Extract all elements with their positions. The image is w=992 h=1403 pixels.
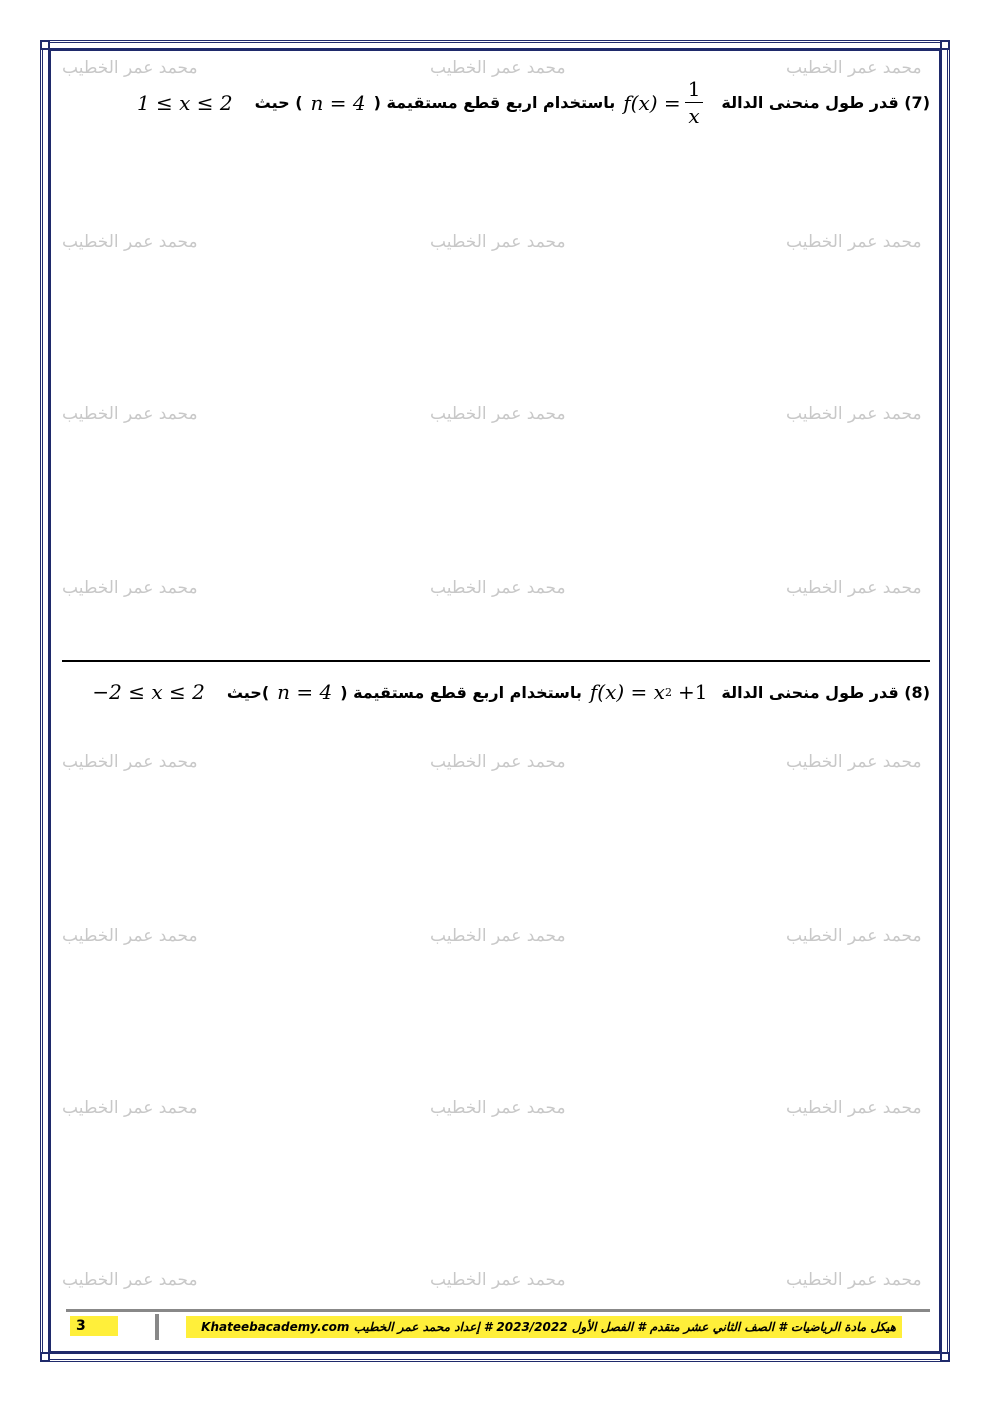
watermark: محمد عمر الخطيب — [430, 58, 566, 78]
footer-separator — [155, 1314, 159, 1340]
watermark: محمد عمر الخطيب — [786, 232, 922, 252]
q8-text-c: )حيث — [226, 682, 270, 702]
watermark: محمد عمر الخطيب — [786, 1270, 922, 1290]
watermark: محمد عمر الخطيب — [62, 232, 198, 252]
q8-exponent: 2 — [664, 685, 672, 699]
watermark: محمد عمر الخطيب — [62, 752, 198, 772]
question-7 — [137, 76, 930, 129]
question-8 — [92, 680, 930, 704]
page-number: 3 — [70, 1316, 118, 1336]
watermark: محمد عمر الخطيب — [430, 926, 566, 946]
watermark: محمد عمر الخطيب — [62, 1270, 198, 1290]
corner-ornament — [40, 1352, 50, 1362]
watermark: محمد عمر الخطيب — [62, 58, 198, 78]
q8-function — [590, 680, 708, 704]
footer-caption: هيكل مادة الرياضيات # الصف الثاني عشر متقدم # الفصل الأول 2023/2022 # إعداد محمد عمر الخطيب Khateebacademy.com — [186, 1316, 902, 1338]
q7-fraction — [685, 76, 704, 129]
watermark: محمد عمر الخطيب — [430, 404, 566, 424]
q8-plus-one: +1 — [677, 680, 708, 704]
watermark: محمد عمر الخطيب — [786, 404, 922, 424]
corner-ornament — [940, 1352, 950, 1362]
q7-text-b: باستخدام اربع قطع مستقيمة ( — [373, 93, 616, 112]
watermark: محمد عمر الخطيب — [62, 926, 198, 946]
corner-ornament — [940, 40, 950, 50]
q8-text-b: باستخدام اربع قطع مستقيمة ( — [340, 682, 582, 702]
q7-denominator: x — [688, 104, 700, 128]
watermark: محمد عمر الخطيب — [786, 926, 922, 946]
watermark: محمد عمر الخطيب — [430, 752, 566, 772]
q8-text-a: (8) قدر طول منحنى الدالة — [721, 682, 930, 702]
q7-text-c: ) حيث — [254, 93, 303, 112]
q8-n-equals: n = 4 — [277, 680, 333, 704]
q7-n-equals: n = 4 — [310, 90, 366, 115]
section-divider — [62, 660, 930, 662]
watermark: محمد عمر الخطيب — [430, 1098, 566, 1118]
q7-numerator: 1 — [685, 76, 704, 103]
footer-rule — [66, 1309, 930, 1312]
watermark: محمد عمر الخطيب — [786, 58, 922, 78]
q7-interval: 1 ≤ x ≤ 2 — [136, 90, 233, 115]
watermark: محمد عمر الخطيب — [430, 232, 566, 252]
watermark: محمد عمر الخطيب — [786, 578, 922, 598]
q8-interval: −2 ≤ x ≤ 2 — [92, 680, 205, 704]
watermark: محمد عمر الخطيب — [430, 578, 566, 598]
corner-ornament — [40, 40, 50, 50]
watermark: محمد عمر الخطيب — [62, 1098, 198, 1118]
q7-function — [623, 76, 703, 129]
watermark: محمد عمر الخطيب — [786, 752, 922, 772]
watermark: محمد عمر الخطيب — [786, 1098, 922, 1118]
watermark: محمد عمر الخطيب — [62, 578, 198, 598]
q8-fx: f(x) = x — [589, 680, 665, 704]
q7-fx: f(x) = — [623, 90, 681, 115]
watermark: محمد عمر الخطيب — [430, 1270, 566, 1290]
q7-text-a: (7) قدر طول منحنى الدالة — [721, 93, 930, 112]
watermark: محمد عمر الخطيب — [62, 404, 198, 424]
